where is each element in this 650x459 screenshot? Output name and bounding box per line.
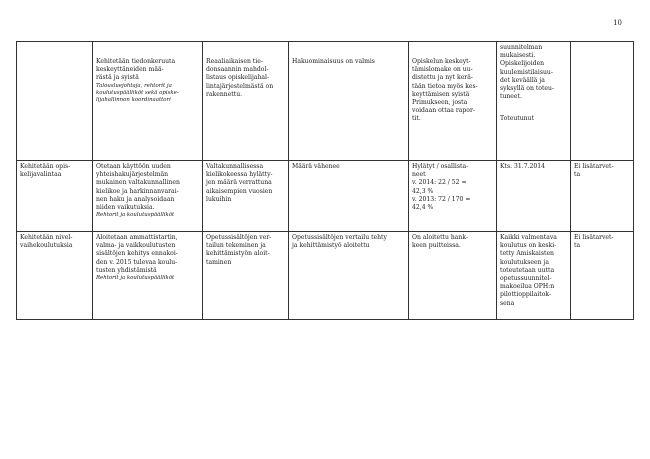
cell-line: Kts. 31.7.2014 (500, 163, 546, 170)
action-cell (93, 42, 203, 161)
cell-line: ta (574, 242, 581, 250)
cell-line: koulutukseen ja (500, 258, 549, 266)
cell-line: koulutus on keski- (500, 242, 557, 250)
cell-line: Määrä vähenee (292, 163, 340, 170)
responsible-line: Rehtorit ja koulutuspäälliköt (96, 212, 175, 219)
cell-line: kehittämistyön aloit- (206, 250, 270, 258)
responsible-line: Rehtorit ja koulutuspäälliköt (96, 275, 175, 282)
cell-line: taminen (206, 258, 232, 266)
table-row (17, 232, 634, 320)
cell-line: 42,3 % (412, 187, 434, 195)
cell-line: nen haku ja analysoidaan (96, 195, 175, 203)
cell-line: Hylätyt / osallista- (412, 163, 469, 170)
status-label: Toteutunut (500, 115, 534, 123)
need-cell (571, 161, 634, 232)
status-cell (497, 42, 571, 161)
indicator-cell (203, 161, 289, 232)
cell-line: Ei lisätarvet- (574, 163, 614, 170)
cell-line: sena (500, 299, 515, 307)
cell-line: keskeyttäneiden mää- (96, 66, 164, 74)
target-cell (289, 42, 409, 161)
cell-line: Kehitetään nivel- (20, 234, 73, 241)
cell-line: tit. (412, 115, 421, 123)
cell-line: mukaisesti. (500, 52, 536, 60)
cell-line: sisältöjen kehitys ennakoi- (96, 250, 178, 258)
responsible-line: Talousluejohtaja, rehtorit ja (96, 82, 172, 89)
status-cell (497, 232, 571, 320)
table-row (17, 42, 634, 161)
cell-line: tusten yhdistämistä (96, 266, 157, 274)
cell-line: Ei lisätarvet- (574, 234, 614, 241)
cell-line: valma- ja vaikkoulutusten (96, 242, 176, 250)
cell-line: lintajärjestelmästä on (206, 82, 274, 90)
cell-line: syksyllä on toteu- (500, 85, 554, 93)
cell-line: Opetussisältöjen vertailu tehty (292, 234, 387, 241)
need-cell (571, 42, 634, 161)
status-cell (497, 161, 571, 232)
target-cell (289, 232, 409, 320)
cell-line: Opiskelun keskeyt- (412, 58, 471, 65)
cell-line: Aloitetaan ammattistartin, (96, 234, 178, 241)
indicator-cell (203, 232, 289, 320)
cell-line: kielikoe ja harkinnanvarai- (96, 187, 179, 195)
cell-line: yhteishakujärjestelmän (96, 171, 169, 179)
cell-line: makoeilua OPH:n (500, 283, 555, 291)
cell-line: rakennettu. (206, 90, 243, 98)
cell-line: keyttämisen syistä (412, 90, 470, 98)
cell-line: distettu ja nyt kerä- (412, 74, 473, 82)
cell-line: listaus opiskelijahal- (206, 74, 270, 82)
cell-line: Kehitetään tiedonkeruuta (96, 58, 176, 65)
target-cell (289, 161, 409, 232)
cell-line: kelijavalintaa (20, 171, 62, 179)
table-row (17, 161, 634, 232)
indicator-cell (203, 42, 289, 161)
page-number: 10 (613, 19, 622, 27)
cell-line: mukainen valtakunnallinen (96, 179, 180, 187)
action-cell (93, 232, 203, 320)
cell-line: rästä ja syistä (96, 74, 139, 82)
cell-line: Kaikki valmentava (500, 234, 557, 241)
cell-line: v. 2014: 22 / 52 = (412, 179, 467, 187)
cell-line: den v. 2015 tulevaa koulu- (96, 258, 178, 266)
cell-line: 42,4 % (412, 204, 434, 212)
cell-line: niiden vaikutuksia. (96, 204, 155, 212)
cell-line: Opiskelijoiden (500, 60, 545, 68)
cell-line: kielikokeessa hylätty- (206, 171, 273, 179)
cell-line: pilottioppilaitok- (500, 291, 552, 299)
cell-line: kuulemistilaisuu- (500, 68, 553, 76)
cell-line: lukuihin (206, 195, 232, 203)
cell-line: Primukseen, josta (412, 99, 468, 107)
cell-line: det keväällä ja (500, 76, 545, 84)
cell-line: Reaaliaikaisen tie- (206, 58, 263, 65)
result-cell (409, 232, 497, 320)
cell-line: donsaannin mahdol- (206, 66, 269, 74)
cell-line: opetussuunnitel- (500, 275, 552, 283)
cell-line: Hakuominaisuus on valmis (292, 58, 375, 65)
cell-line: tään tietoa myös kes- (412, 82, 478, 90)
cell-line: Kehitetään opis- (20, 163, 71, 170)
action-cell (93, 161, 203, 232)
responsible-line: koulutuspäälliköt sekä opiske- (96, 89, 179, 96)
result-cell (409, 161, 497, 232)
cell-line: tetty Amiskaisten (500, 250, 554, 258)
cell-line: keen puitteissa. (412, 242, 461, 250)
cell-line: Valtakunnallisessa (206, 163, 264, 170)
cell-line: v. 2013: 72 / 170 = (412, 195, 471, 203)
cell-line: tailun tekeminen ja (206, 242, 266, 250)
cell-line: neet (412, 171, 426, 179)
cell-line: aikaisempien vuosien (206, 187, 273, 195)
cell-line: Otetaan käyttöön uuden (96, 163, 171, 170)
cell-line: toteutetaan uutta (500, 266, 555, 274)
cell-line: Opetussisältöjen ver- (206, 234, 272, 241)
need-cell (571, 232, 634, 320)
cell-line: On aloitettu hank- (412, 234, 468, 241)
goal-cell (17, 161, 93, 232)
cell-line: ta (574, 171, 581, 179)
cell-line: tämislomake on uu- (412, 66, 473, 74)
cell-line: suunnitelman (500, 44, 543, 51)
responsible-line: lijahallinnon koordinaattori (96, 96, 171, 103)
cell-line: tuneet. (500, 93, 522, 101)
result-cell (409, 42, 497, 161)
goal-cell (17, 232, 93, 320)
goal-cell (17, 42, 93, 161)
cell-line: jen määrä verrattuna (206, 179, 272, 187)
cell-line: ja kehittämistyö aloitettu (292, 242, 370, 250)
cell-line: voidaan ottaa rapor- (412, 107, 475, 115)
report-table (16, 41, 634, 320)
cell-line: vaihekoulutuksia (20, 242, 73, 250)
